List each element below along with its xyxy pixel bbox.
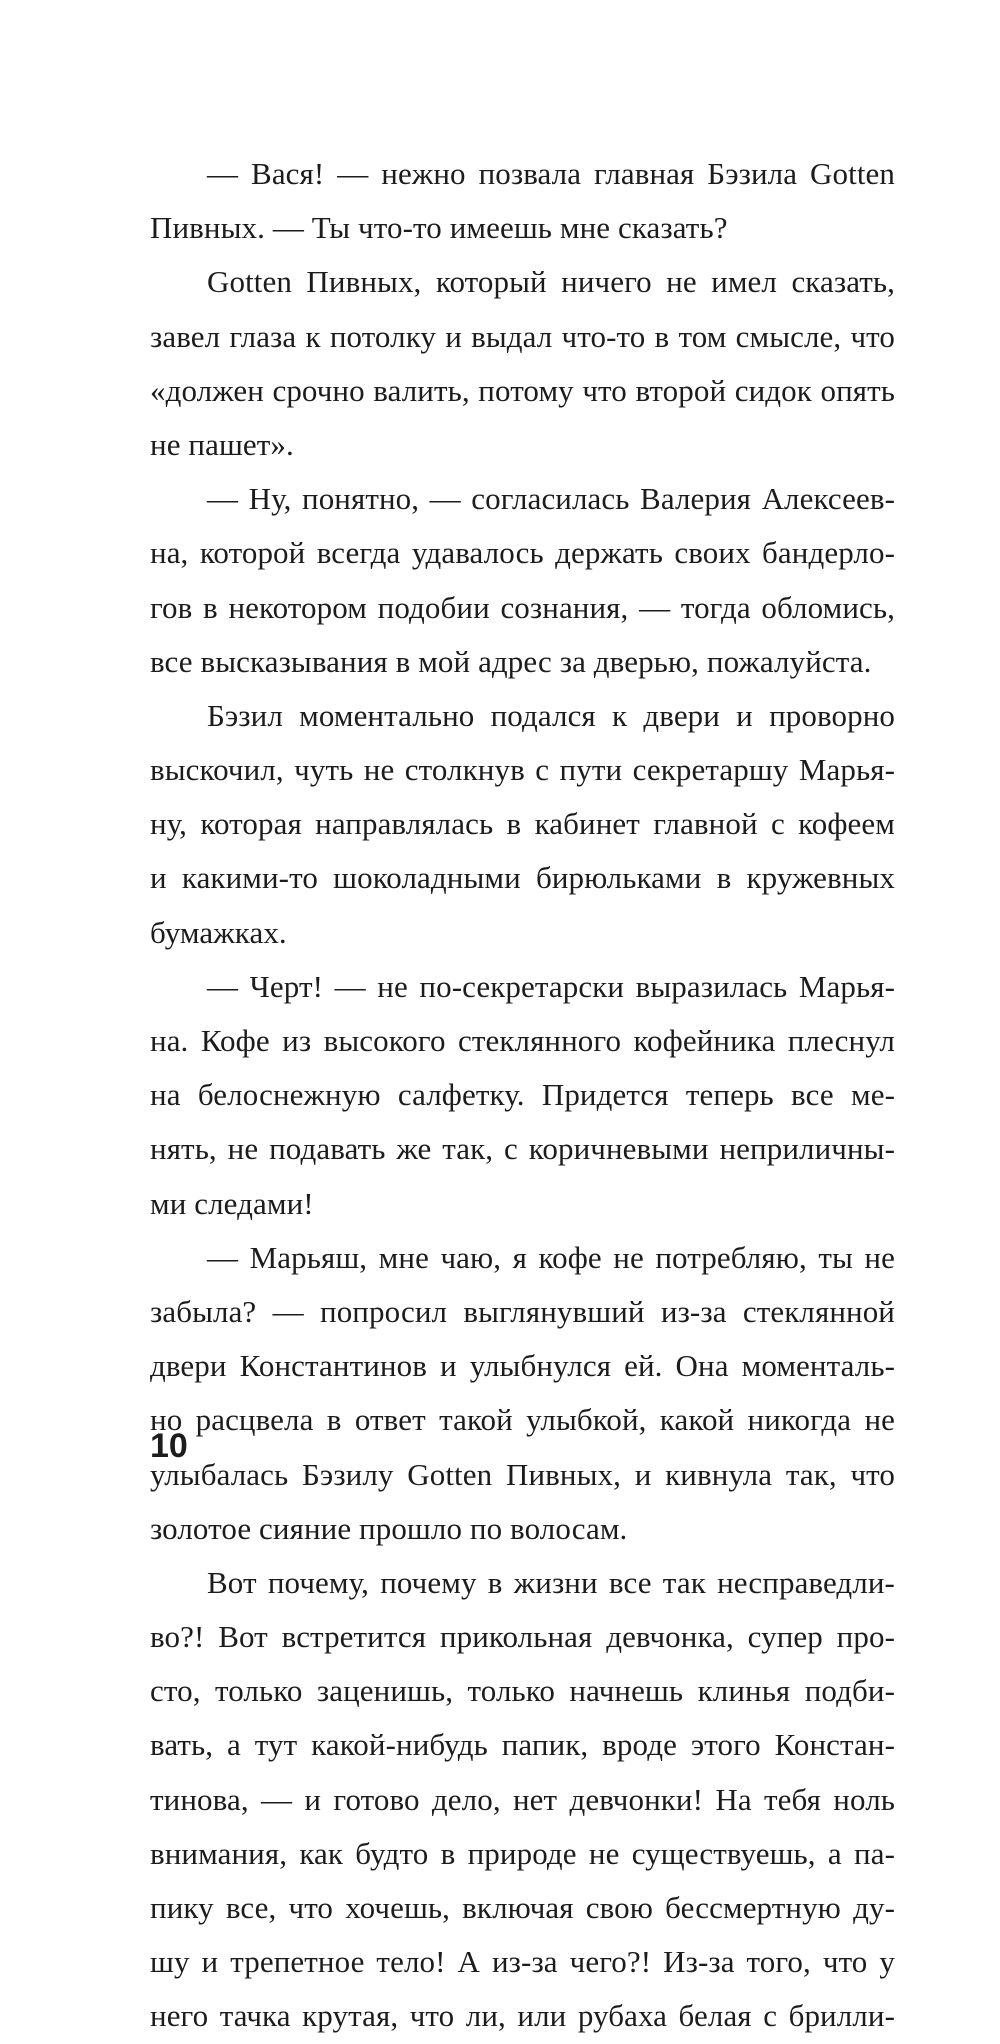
text-line: во?! Вот встретится прикольная девчонка, супер про- [150, 1619, 895, 1655]
text-line: нять, не подавать же так, с коричневыми неприличны- [150, 1131, 895, 1167]
text-line: пику все, что хочешь, включая свою бессмертную ду- [150, 1890, 895, 1925]
text-line: бумажках. [150, 914, 287, 950]
text-line: «должен срочно валить, потому что второй сидок опять [150, 372, 895, 408]
text-line: ну, которая направлялась в кабинет главной с кофеем [150, 806, 895, 842]
text-line: не пашет». [150, 426, 294, 462]
text-line: — Марьяш, мне чаю, я кофе не потребляю, ты не [207, 1239, 895, 1275]
text-line: сто, только заценишь, только начнешь клинья подби- [150, 1673, 895, 1709]
text-line: выскочил, чуть не столкнув с пути секретаршу Марья- [150, 752, 895, 788]
text-line: все высказывания в мой адрес за дверью, пожалуйста. [150, 643, 872, 679]
page-body-text [150, 147, 895, 2044]
text-line: завел глаза к потолку и выдал что-то в том смысле, что [150, 318, 895, 354]
text-line: и какими-то шоколадными бирюльками в кружевных [150, 860, 895, 896]
text-line: гов в некотором подобии сознания, — тогда обломись, [150, 589, 895, 625]
text-line: золотое сияние прошло по волосам. [150, 1510, 628, 1546]
page-number: 10 [150, 1427, 188, 1465]
text-line: забыла? — попросил выглянувший из-за стеклянной [150, 1293, 895, 1329]
text-line: Вот почему, почему в жизни все так несправедли- [207, 1564, 895, 1600]
text-line: шу и трепетное тело! А из-за чего?! Из-за того, что у [150, 1944, 895, 1980]
text-line: Бэзил моментально подался к двери и проворно [207, 697, 895, 733]
text-line: на белоснежную салфетку. Придется теперь все ме- [150, 1077, 895, 1113]
text-line: — Черт! — не по-секретарски выразилась Марья- [207, 968, 895, 1004]
text-line: но расцвела в ответ такой улыбкой, какой никогда не [150, 1402, 895, 1438]
text-line: — Ну, понятно, — согласилась Валерия Алексеев- [207, 481, 895, 517]
text-line: Gotten Пивных, который ничего не имел сказать, [207, 264, 895, 300]
text-line: — Вася! — нежно позвала главная Бэзила Gotten [207, 156, 895, 191]
text-line: вать, а тут какой-нибудь папик, вроде этого Констан- [150, 1727, 895, 1763]
text-line: внимания, как будто в природе не существуешь, а па- [150, 1835, 895, 1871]
text-line: на. Кофе из высокого стеклянного кофейника плеснул [150, 1023, 895, 1058]
text-line: улыбалась Бэзилу Gotten Пивных, и кивнула так, что [150, 1456, 895, 1492]
text-line: него тачка крутая, что ли, или рубаха белая с брилли- [150, 1998, 895, 2034]
text-line: Пивных. — Ты что-то имеешь мне сказать? [150, 210, 728, 246]
text-line: тинова, — и готово дело, нет девчонки! На тебя ноль [150, 1781, 895, 1817]
text-line: двери Константинов и улыбнулся ей. Она моменталь- [150, 1348, 895, 1384]
text-line: на, которой всегда удавалось держать своих бандерло- [150, 535, 895, 571]
text-line: ми следами! [150, 1185, 314, 1221]
